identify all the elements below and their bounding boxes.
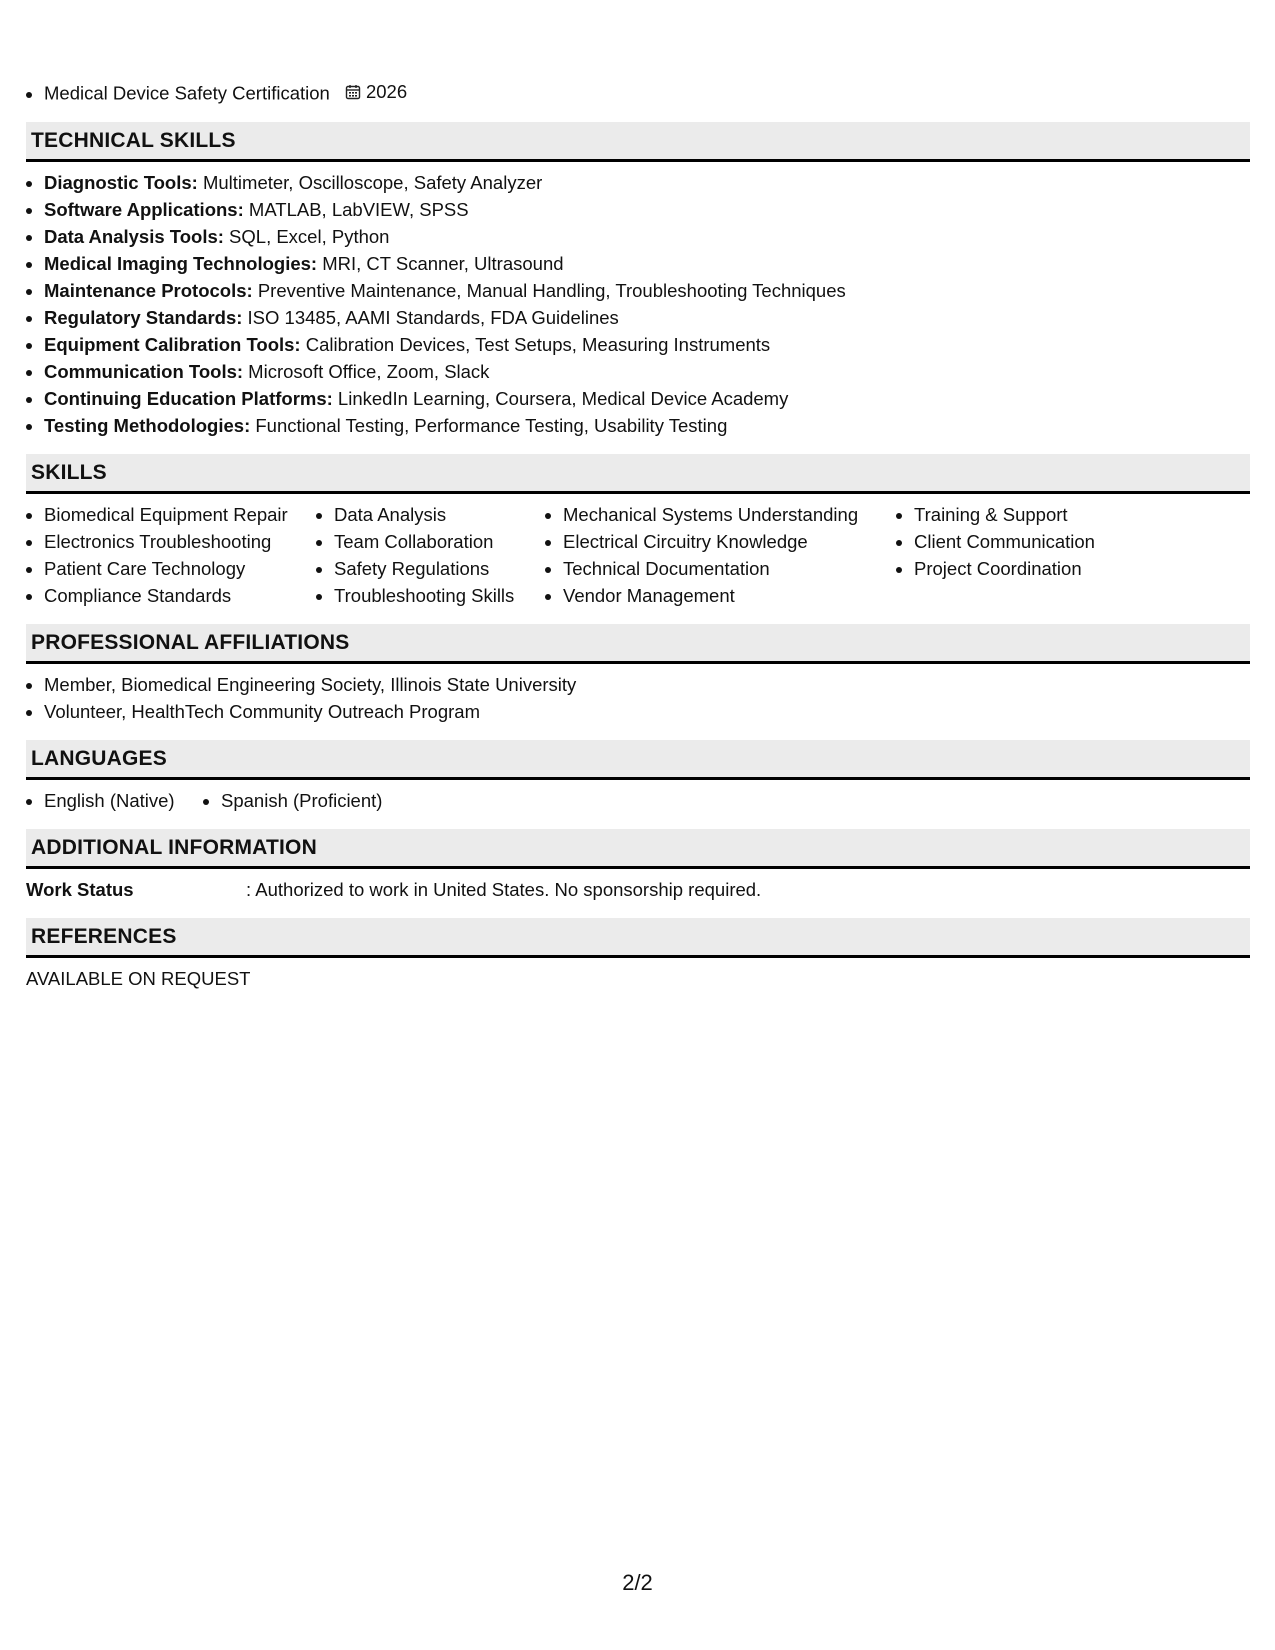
skill-value: MATLAB, LabVIEW, SPSS [243, 198, 469, 220]
skill-value: Multimeter, Oscilloscope, Safety Analyzer [197, 171, 543, 193]
page-number: 2/2 [622, 1570, 653, 1595]
skill-value: SQL, Excel, Python [223, 225, 390, 247]
languages-header: LANGUAGES [26, 740, 1250, 780]
list-item: • Biomedical Equipment Repair [44, 501, 316, 528]
skill-value: MRI, CT Scanner, Ultrasound [317, 252, 564, 274]
skills-section [26, 494, 1250, 624]
skill-value: Functional Testing, Performance Testing, Usability Testing [250, 414, 728, 436]
list-item: • Mechanical Systems Understanding [563, 501, 896, 528]
certification-date [345, 78, 407, 105]
affiliations-list [26, 671, 1250, 725]
resume-page [26, 0, 1250, 1007]
technical-skills-list [26, 169, 1250, 439]
languages-column [203, 787, 382, 814]
list-item [44, 385, 1250, 412]
list-item [44, 78, 1250, 107]
additional-info-header: ADDITIONAL INFORMATION [26, 829, 1250, 869]
list-item: • Troubleshooting Skills [334, 582, 545, 609]
list-item: • Spanish (Proficient) [221, 787, 382, 814]
list-item: • Patient Care Technology [44, 555, 316, 582]
list-item: • Vendor Management [563, 582, 896, 609]
technical-skills-header: TECHNICAL SKILLS [26, 122, 1250, 162]
list-item [44, 412, 1250, 439]
skill-value: Preventive Maintenance, Manual Handling, Troubleshooting Techniques [252, 279, 846, 301]
list-item: • Client Communication [914, 528, 1174, 555]
list-item: • English (Native) [44, 787, 203, 814]
skill-label: Software Applications: [44, 198, 244, 220]
list-item: • Volunteer, HealthTech Community Outreach Program [44, 698, 1250, 725]
work-status-value: : Authorized to work in United States. No sponsorship required. [246, 878, 762, 900]
list-item [44, 358, 1250, 385]
affiliations-header: PROFESSIONAL AFFILIATIONS [26, 624, 1250, 664]
affiliations-section [26, 664, 1250, 740]
skill-label: Continuing Education Platforms: [44, 387, 333, 409]
list-item [44, 169, 1250, 196]
calendar-icon [345, 84, 361, 100]
skill-label: Diagnostic Tools: [44, 171, 198, 193]
list-item: • Member, Biomedical Engineering Society, Illinois State University [44, 671, 1250, 698]
skills-column [545, 501, 896, 609]
skill-label: Equipment Calibration Tools: [44, 333, 301, 355]
skill-value: ISO 13485, AAMI Standards, FDA Guidelines [242, 306, 619, 328]
references-header: REFERENCES [26, 918, 1250, 958]
work-status-label: Work Status [26, 878, 134, 900]
list-item [44, 196, 1250, 223]
skill-value: Microsoft Office, Zoom, Slack [243, 360, 490, 382]
list-item [44, 304, 1250, 331]
list-item: • Training & Support [914, 501, 1174, 528]
certification-name: Medical Device Safety Certification [44, 82, 330, 104]
list-item: • Safety Regulations [334, 555, 545, 582]
skills-column [896, 501, 1174, 609]
list-item: • Data Analysis [334, 501, 545, 528]
list-item: • Compliance Standards [44, 582, 316, 609]
additional-info-section [26, 869, 1250, 918]
list-item: • Team Collaboration [334, 528, 545, 555]
references-text: AVAILABLE ON REQUEST [26, 967, 251, 989]
skill-label: Maintenance Protocols: [44, 279, 253, 301]
skills-header: SKILLS [26, 454, 1250, 494]
skills-column [316, 501, 545, 609]
list-item [44, 277, 1250, 304]
skill-label: Data Analysis Tools: [44, 225, 224, 247]
skill-label: Regulatory Standards: [44, 306, 243, 328]
skill-label: Medical Imaging Technologies: [44, 252, 318, 274]
certification-year: 2026 [365, 81, 408, 102]
languages-column [26, 787, 203, 814]
languages-section [26, 780, 1250, 829]
certification-list [26, 78, 1250, 107]
skills-grid [26, 501, 1250, 609]
technical-skills-section [26, 162, 1250, 454]
list-item [44, 223, 1250, 250]
list-item [44, 331, 1250, 358]
skill-value: LinkedIn Learning, Coursera, Medical Device Academy [332, 387, 789, 409]
references-section [26, 958, 1250, 1007]
skills-column [26, 501, 316, 609]
list-item [44, 250, 1250, 277]
list-item: • Project Coordination [914, 555, 1174, 582]
skill-value: Calibration Devices, Test Setups, Measuring Instruments [300, 333, 771, 355]
skill-label: Communication Tools: [44, 360, 244, 382]
list-item: • Electronics Troubleshooting [44, 528, 316, 555]
list-item: • Technical Documentation [563, 555, 896, 582]
list-item: • Electrical Circuitry Knowledge [563, 528, 896, 555]
languages-row [26, 787, 1250, 814]
work-status-row [26, 876, 1250, 903]
skill-label: Testing Methodologies: [44, 414, 251, 436]
